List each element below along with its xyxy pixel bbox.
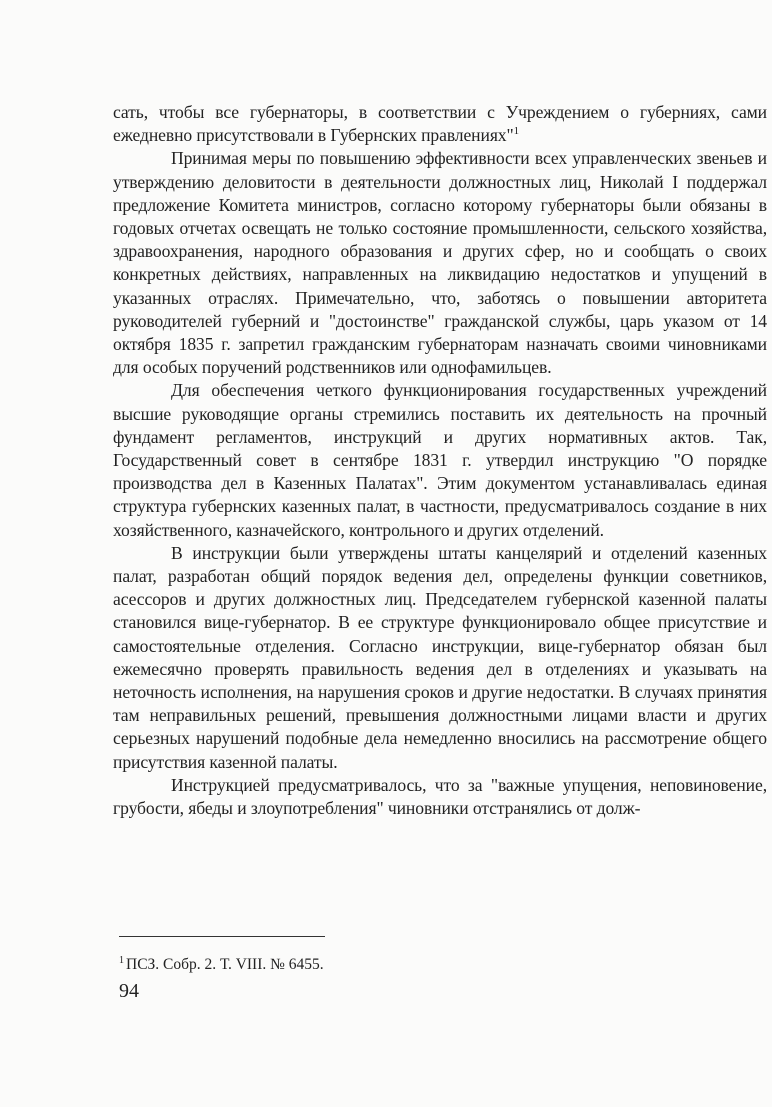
page-number: 94 xyxy=(119,980,139,1002)
paragraph-5: Инструкцией предусматривалось, что за "важные упущения, неповиновение, грубости, ябеды и злоупотребления" чиновники отстранялись от долж- xyxy=(113,774,767,819)
footnote-reference[interactable]: 1 xyxy=(513,125,519,138)
footnote-divider xyxy=(119,936,325,937)
paragraph-1-text: сать, чтобы все губернаторы, в соответствии с Учреждением о губерниях, сами ежедневно присутствовали в Губернских правлениях" xyxy=(113,102,767,146)
footnote xyxy=(119,955,719,975)
body-text xyxy=(113,101,767,820)
footnote-text: ПСЗ. Собр. 2. Т. VIII. № 6455. xyxy=(126,956,324,973)
paragraph-4: В инструкции были утверждены штаты канцелярий и отделений казенных палат, разработан общий порядок ведения дел, определены функции советников, асессоров и других должностных лиц. Председателем губернской казенной палаты становился вице-губернатор. В ее структуре функционировало общее присутствие и самостоятельные отделения. Согласно инструкции, вице-губернатор обязан был ежемесячно проверять правильность ведения дел в отделениях и указывать на неточность исполнения, на нарушения сроков и другие недостатки. В случаях принятия там неправильных решений, превышения должностными лицами власти и других серьезных нарушений подобные дела немедленно вносились на рассмотрение общего присутствия казенной палаты. xyxy=(113,542,767,772)
footnote-mark: 1 xyxy=(119,954,124,966)
paragraph-1 xyxy=(113,101,767,147)
paragraph-2: Принимая меры по повышению эффективности всех управленческих звеньев и утверждению деловитости в деятельности должностных лиц, Николай I поддержал предложение Комитета министров, согласно которому губернаторы были обязаны в годовых отчетах освещать не только состояние промышленности, сельского хозяйства, здравоохранения, народного образования и других сфер, но и сообщать о своих конкретных действиях, направленных на ликвидацию недостатков и упущений в указанных отраслях. Примечательно, что, заботясь о повышении авторитета руководителей губерний и "достоинстве" гражданской службы, царь указом от 14 октября 1835 г. запретил гражданским губернаторам назначать своими чиновниками для особых поручений родственников или однофамильцев. xyxy=(113,148,767,378)
paragraph-3: Для обеспечения четкого функционирования государственных учреждений высшие руководящие органы стремились поставить их деятельность на прочный фундамент регламентов, инструкций и других нормативных актов. Так, Государственный совет в сентябре 1831 г. утвердил инструкцию "О порядке производства дел в Казенных Палатах". Этим документом устанавливалась единая структура губернских казенных палат, в частности, предусматривалось создание в них хозяйственного, казначейского, контрольного и других отделений. xyxy=(113,380,767,540)
